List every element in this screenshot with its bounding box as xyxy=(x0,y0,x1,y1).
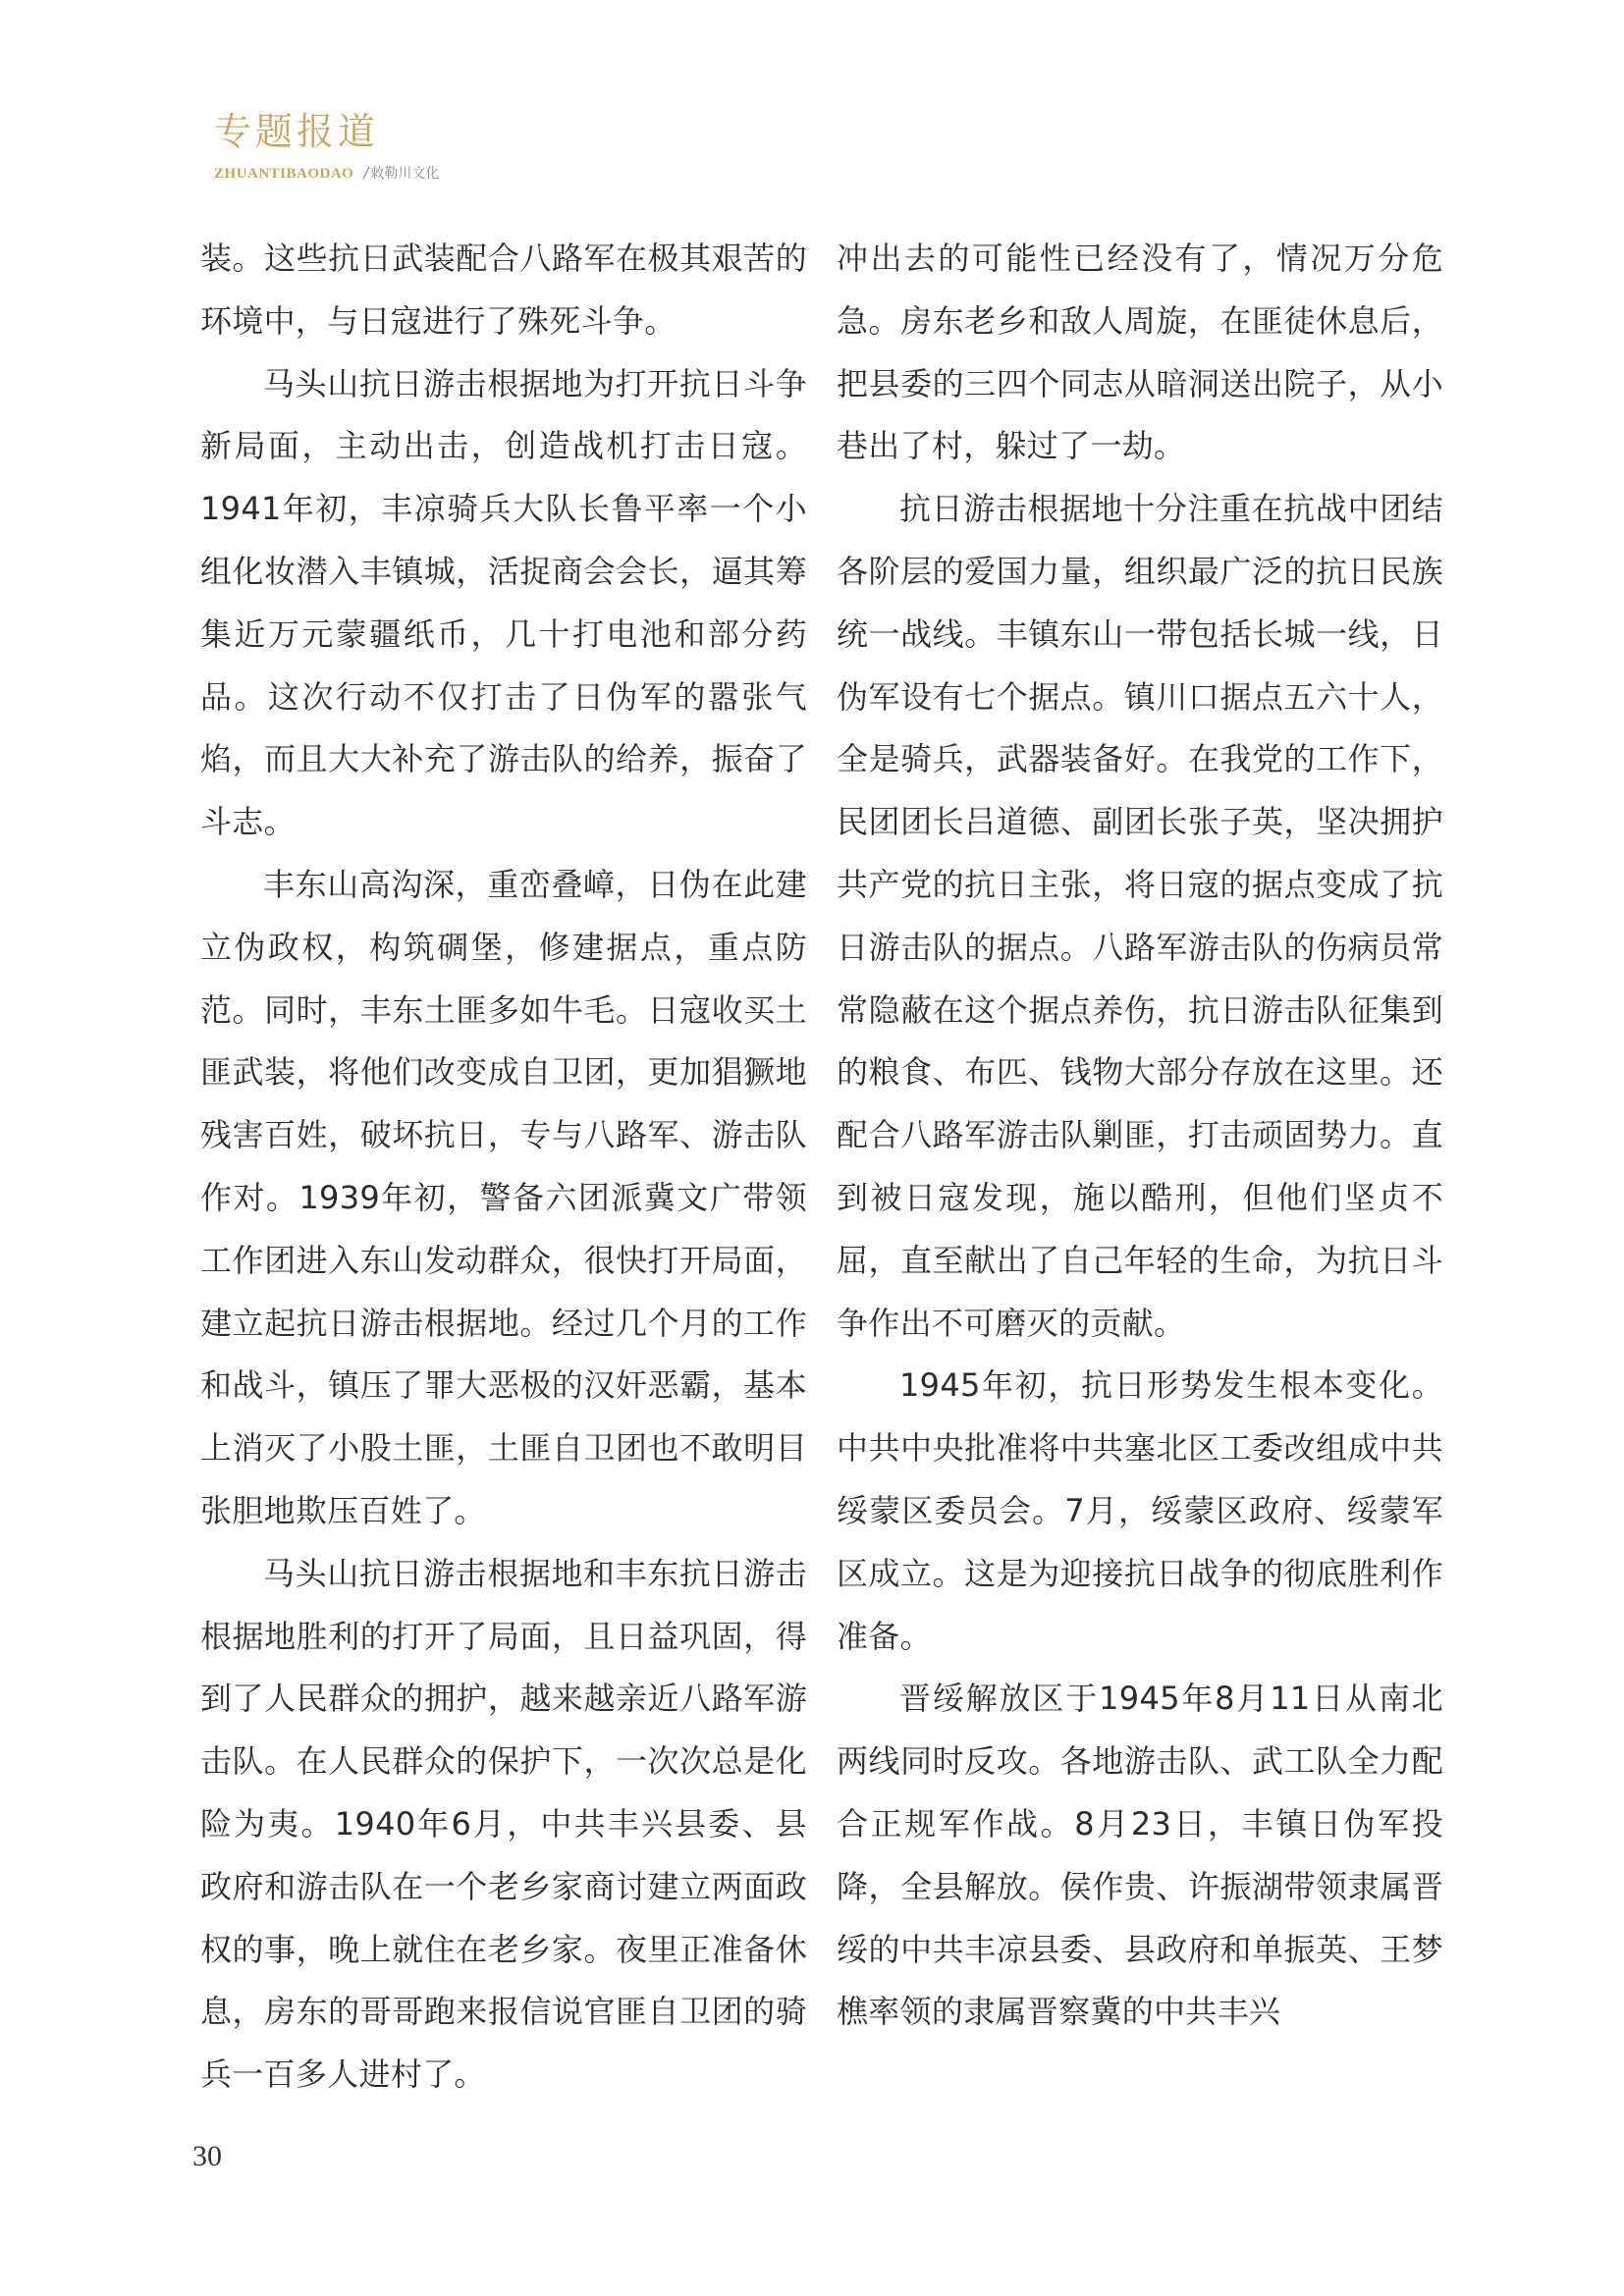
section-title: 专题报道 xyxy=(214,110,380,153)
header-subtitle xyxy=(214,163,439,183)
header-slash: / xyxy=(363,164,369,182)
page-header xyxy=(214,108,439,183)
paragraph: 装。这些抗日武装配合八路军在极其艰苦的环境中，与日寇进行了殊死斗争。 xyxy=(200,240,807,340)
paragraph: 丰东山高沟深，重峦叠嶂，日伪在此建立伪政权，构筑碉堡，修建据点，重点防范。同时，丰东土匪多如牛毛。日寇收买土匪武装，将他们改变成自卫团，更加猖獗地残害百姓，破坏抗日，专与八路军、游击队作对。1939年初，警备六团派冀文广带领工作团进入东山发动群众，很快打开局面，建立起抗日游击根据地。经过几个月的工作和战斗，镇压了罪大恶极的汉奸恶霸，基本上消灭了小股土匪，土匪自卫团也不敢明目张胆地欺压百姓了。 xyxy=(200,865,807,1529)
section-pinyin: ZHUANTIBAODAO xyxy=(214,166,354,182)
paragraph: 马头山抗日游击根据地为打开抗日斗争新局面，主动出击，创造战机打击日寇。1941年初，丰凉骑兵大队长鲁平率一个小组化妆潜入丰镇城，活捉商会会长，逼其筹集近万元蒙疆纸币，几十打电池和部分药品。这次行动不仅打击了日伪军的嚣张气焰，而且大大补充了游击队的给养，振奋了斗志。 xyxy=(200,364,807,841)
right-text-column xyxy=(837,228,1443,2044)
paragraph: 冲出去的可能性已经没有了，情况万分危急。房东老乡和敌人周旋，在匪徒休息后，把县委的三四个同志从暗洞送出院子，从小巷出了村，躲过了一劫。 xyxy=(837,240,1443,465)
paragraph: 晋绥解放区于1945年8月11日从南北两线同时反攻。各地游击队、武工队全力配合正规军作战。8月23日，丰镇日伪军投降，全县解放。侯作贵、许振湖带领隶属晋绥的中共丰凉县委、县政府和单振英、王梦樵率领的隶属晋察冀的中共丰兴 xyxy=(837,1680,1443,2031)
paragraph: 1945年初，抗日形势发生根本变化。中共中央批准将中共塞北区工委改组成中共绥蒙区委员会。7月，绥蒙区政府、绥蒙军区成立。这是为迎接抗日战争的彻底胜利作准备。 xyxy=(837,1366,1443,1655)
left-text-column xyxy=(200,228,807,2107)
page-number: 30 xyxy=(192,2140,222,2172)
paragraph: 马头山抗日游击根据地和丰东抗日游击根据地胜利的打开了局面，且日益巩固，得到了人民群众的拥护，越来越亲近八路军游击队。在人民群众的保护下，一次次总是化险为夷。1940年6月，中共丰兴县委、县政府和游击队在一个老乡家商讨建立两面政权的事，晚上就住在老乡家。夜里正准备休息，房东的哥哥跑来报信说官匪自卫团的骑兵一百多人进村了。 xyxy=(200,1554,807,2094)
paragraph: 抗日游击根据地十分注重在抗战中团结各阶层的爱国力量，组织最广泛的抗日民族统一战线。丰镇东山一带包括长城一线，日伪军设有七个据点。镇川口据点五六十人，全是骑兵，武器装备好。在我党的工作下，民团团长吕道德、副团长张子英，坚决拥护共产党的抗日主张，将日寇的据点变成了抗日游击队的据点。八路军游击队的伤病员常常隐蔽在这个据点养伤，抗日游击队征集到的粮食、布匹、钱物大部分存放在这里。还配合八路军游击队剿匪，打击顽固势力。直到被日寇发现，施以酷刑，但他们坚贞不屈，直至献出了自己年轻的生命，为抗日斗争作出不可磨灭的贡献。 xyxy=(837,490,1443,1342)
magazine-tagline: 敕勒川文化 xyxy=(370,166,440,182)
